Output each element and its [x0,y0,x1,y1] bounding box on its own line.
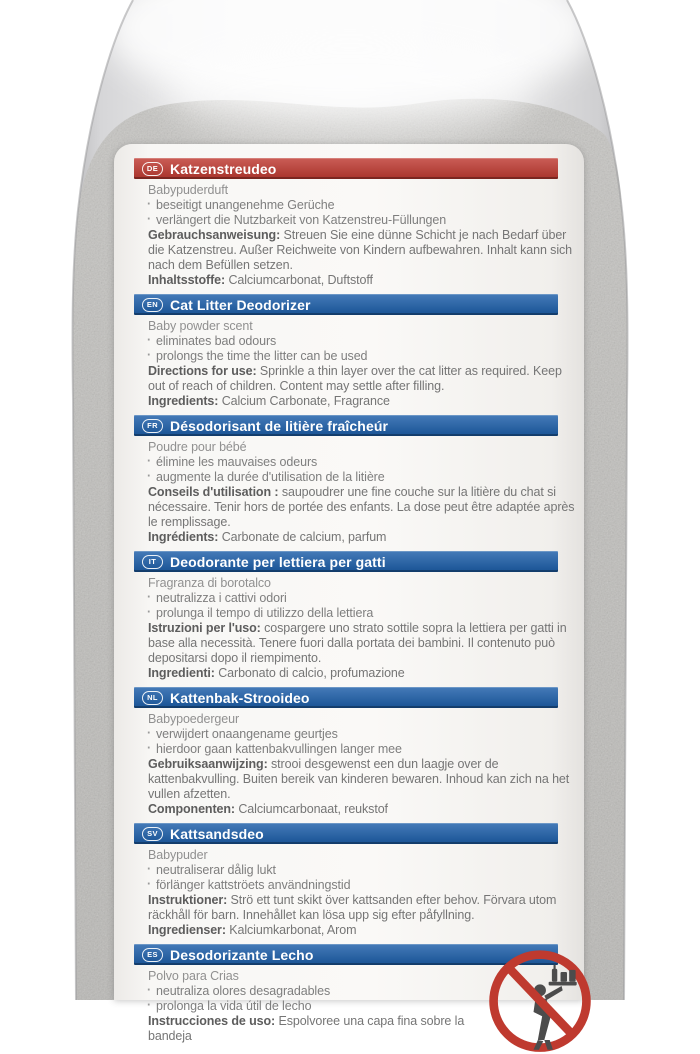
section-title: Desodorizante Lecho [170,946,314,963]
ingredients-text [134,923,578,938]
directions-body: saupoudrer une fine couche sur la litière du chat si nécessaire. Tenir hors de portée des enfants. La dose peut être adaptée après le remplissage. [148,485,575,529]
ingredients-body: Calciumcarbonaat, reukstof [238,802,388,816]
ingredients-body: Carbonate de calcium, parfum [221,530,387,544]
section-title: Kattenbak-Strooideo [170,689,310,706]
directions-body: Streuen Sie eine dünne Schicht je nach Bedarf über die Katzenstreu. Außer Reichweite von Kindern aufbewahren. Inhalt kann sich nach dem Befüllen setzen. [148,228,573,272]
ingredients-text [134,530,578,545]
language-badge-fr: FR [142,419,163,433]
feature-bullet: · élimine les mauvaises odeurs [134,455,578,470]
scent-line: Baby powder scent [148,319,253,333]
section-title: Désodorisant de litière fraîcheúr [170,417,389,434]
ingredients-body: Carbonato di calcio, profumazione [218,666,405,680]
feature-bullet: · hierdoor gaan kattenbakvullingen langer mee [134,742,578,757]
directions-text [134,893,578,923]
directions-label: Conseils d'utilisation : [148,485,279,499]
label-section-nl [134,687,578,817]
section-header-bar-nl [134,687,558,708]
language-badge-sv: SV [142,827,163,841]
feature-bullet: · beseitigt unangenehme Gerüche [134,198,578,213]
label-section-it [134,551,578,681]
label-section-en [134,294,578,409]
ingredients-label: Componenten: [148,802,235,816]
section-title: Katzenstreudeo [170,160,277,177]
ingredients-text [134,394,578,409]
section-title: Deodorante per lettiera per gatti [170,553,386,570]
directions-text [134,757,578,802]
label-section-sv [134,823,578,938]
section-header-bar-en [134,294,558,315]
directions-body: cospargere uno strato sottile sopra la lettiera per gatti in base alla necessità. Tenere fuori dalla portata dei bambini. Il contenuto può depositarsi dopo il riempimento. [148,621,567,665]
ingredients-label: Ingredienti: [148,666,215,680]
directions-label: Gebrauchsanweisung: [148,228,281,242]
scent-line: Babypoedergeur [148,712,240,726]
ingredients-text [134,802,578,817]
feature-bullet: · neutraliza olores desagradables [134,984,578,999]
directions-text [134,485,578,530]
directions-label: Instruktioner: [148,893,228,907]
directions-text [134,1014,488,1044]
directions-text [134,364,578,394]
directions-label: Directions for use: [148,364,257,378]
ingredients-label: Inhaltsstoffe: [148,273,226,287]
directions-text [134,228,578,273]
language-badge-it: IT [142,555,163,569]
label-section-de [134,158,578,288]
scent-line: Babypuderduft [148,183,229,197]
bottle-sheen [170,40,530,150]
section-header-bar-de [134,158,558,179]
directions-label: Istruzioni per l'uso: [148,621,261,635]
feature-bullet: · neutralizza i cattivi odori [134,591,578,606]
language-badge-de: DE [142,162,163,176]
ingredients-label: Ingredienser: [148,923,226,937]
directions-body: strooi desgewenst een dun laagje over de kattenbakvulling. Buiten bereik van kinderen bewaren. Inhoud kan zich na het vullen afzetten. [148,757,570,801]
feature-bullet: · verlängert die Nutzbarkeit von Katzenstreu-Füllungen [134,213,578,228]
directions-text [134,621,578,666]
section-title: Kattsandsdeo [170,825,264,842]
feature-bullet: · verwijdert onaangename geurtjes [134,727,578,742]
ingredients-text [134,666,578,681]
feature-bullet: · prolunga il tempo di utilizzo della lettiera [134,606,578,621]
directions-label: Gebruiksaanwijzing: [148,757,268,771]
feature-bullet: · neutraliserar dålig lukt [134,863,578,878]
language-badge-es: ES [142,948,163,962]
directions-body: Espolvoree una capa fina sobre la bandeja [148,1014,465,1043]
ingredients-label: Ingrédients: [148,530,219,544]
scent-line: Fragranza di borotalco [148,576,271,590]
product-label [114,144,584,1043]
no-disposal-prohibition-icon [486,944,594,1054]
language-badge-nl: NL [142,691,163,705]
ingredients-body: Kalciumkarbonat, Arom [229,923,357,937]
ingredients-body: Calciumcarbonat, Duftstoff [228,273,373,287]
scent-line: Poudre pour bébé [148,440,247,454]
feature-bullet: · förlänger kattströets användningstid [134,878,578,893]
section-header-bar-fr [134,415,558,436]
feature-bullet: · prolonga la vida útil de lecho [134,999,578,1014]
scent-line: Babypuder [148,848,208,862]
ingredients-text [134,273,578,288]
section-title: Cat Litter Deodorizer [170,296,311,313]
directions-body: Sprinkle a thin layer over the cat litter as required. Keep out of reach of children. Content may settle after filling. [148,364,562,393]
feature-bullet: · prolongs the time the litter can be used [134,349,578,364]
section-header-bar-sv [134,823,558,844]
feature-bullet: · eliminates bad odours [134,334,578,349]
ingredients-body: Calcium Carbonate, Fragrance [221,394,390,408]
language-badge-en: EN [142,298,163,312]
label-section-fr [134,415,578,545]
directions-body: Strö ett tunt skikt över kattsanden efter behov. Förvara utom räckhåll för barn. Innehållet kan lösa upp sig efter påfyllning. [148,893,557,922]
directions-label: Instrucciones de uso: [148,1014,276,1028]
section-header-bar-it [134,551,558,572]
scent-line: Polvo para Crias [148,969,239,983]
ingredients-label: Ingredients: [148,394,219,408]
feature-bullet: · augmente la durée d'utilisation de la litière [134,470,578,485]
